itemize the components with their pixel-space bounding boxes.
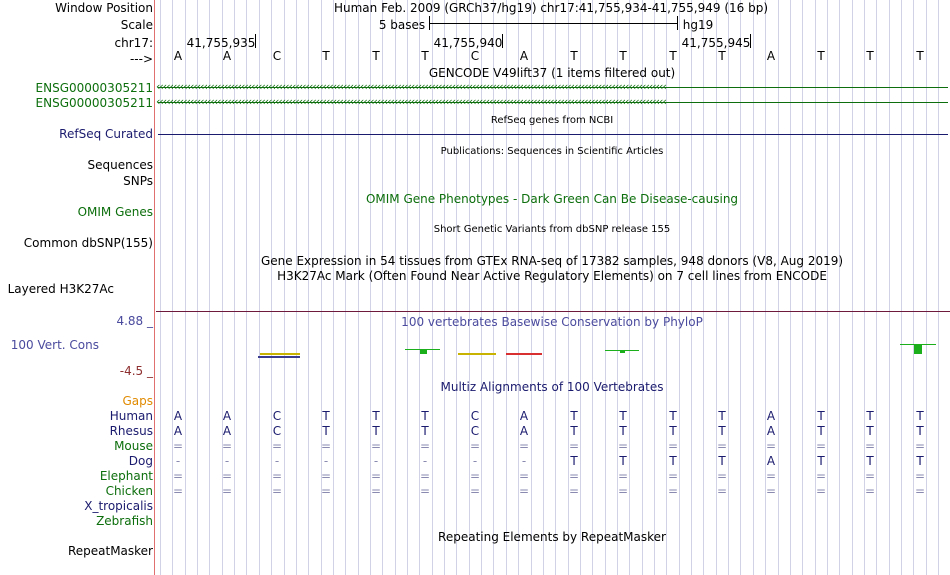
alignment-base-elephant: = [617,469,629,483]
alignment-base-dog: - [422,454,428,468]
alignment-base-rhesus: T [817,424,825,438]
alignment-base-mouse: = [370,439,382,453]
alignment-base-mouse: = [568,439,580,453]
alignment-base-mouse: = [518,439,530,453]
alignment-base-dog: - [323,454,329,468]
alignment-base-elephant: = [370,469,382,483]
species-rhesus-label: Rhesus [109,424,153,438]
scale-label: Scale [120,18,153,32]
alignment-base-elephant: = [419,469,431,483]
alignment-base-human: A [766,409,776,423]
base-letter: T [718,49,726,63]
alignment-base-human: C [470,409,480,423]
base-letter: A [519,49,529,63]
alignment-base-rhesus: T [372,424,380,438]
alignment-base-chicken: = [864,484,876,498]
alignment-base-dog: T [619,454,627,468]
cons-track-label[interactable]: 100 Vert. Cons [10,338,99,352]
repeatmasker-track-label[interactable]: RepeatMasker [67,544,153,558]
alignment-base-dog: - [224,454,230,468]
alignment-base-rhesus: T [619,424,627,438]
h3k27ac-signal-line[interactable] [156,311,950,312]
alignment-base-dog: - [472,454,478,468]
base-letter: T [570,49,578,63]
species-elephant-label: Elephant [99,469,153,483]
snps-track-label[interactable]: SNPs [123,174,153,188]
alignment-base-human: A [173,409,183,423]
base-letter: T [372,49,380,63]
alignment-base-elephant: = [914,469,926,483]
coordinate-tick-2 [502,34,503,48]
alignment-base-chicken: = [568,484,580,498]
species-dog-label: Dog [128,454,153,468]
window-position-label: Window Position [55,1,153,15]
coordinate-1: 41,755,935 [186,36,256,50]
base-letter: T [866,49,874,63]
alignment-base-chicken: = [617,484,629,498]
alignment-base-human: T [916,409,924,423]
base-letter: T [421,49,429,63]
alignment-base-rhesus: T [322,424,330,438]
base-letter: A [766,49,776,63]
species-xtropicalis-label: X_tropicalis [84,499,153,513]
alignment-base-rhesus: T [916,424,924,438]
phylop-track-title: 100 vertebrates Basewise Conservation by PhyloP [401,315,703,329]
cons-bar-5-peak [620,350,625,353]
alignment-base-chicken: = [469,484,481,498]
alignment-base-chicken: = [815,484,827,498]
alignment-base-rhesus: T [866,424,874,438]
coordinate-2: 41,755,940 [433,36,503,50]
alignment-base-mouse: = [271,439,283,453]
cons-bar-1-yellow [260,353,300,355]
alignment-base-elephant: = [864,469,876,483]
cons-bar-2-peak [420,350,427,354]
gencode-track-title: GENCODE V49lift37 (1 items filtered out) [428,66,676,80]
cons-min-label: -4.5 _ [119,364,153,378]
alignment-base-dog: T [669,454,677,468]
label-divider [154,0,155,575]
multiz-track-title: Multiz Alignments of 100 Vertebrates [440,380,664,394]
alignment-base-mouse: = [716,439,728,453]
alignment-base-human: T [570,409,578,423]
alignment-base-elephant: = [469,469,481,483]
alignment-base-chicken: = [765,484,777,498]
window-position-title: Human Feb. 2009 (GRCh37/hg19) chr17:41,755,934-41,755,949 (16 bp) [333,1,769,15]
alignment-base-rhesus: T [718,424,726,438]
alignment-base-chicken: = [172,484,184,498]
publications-track-title: Publications: Sequences in Scientific Articles [440,146,664,157]
h3k27ac-track-title: H3K27Ac Mark (Often Found Near Active Regulatory Elements) on 7 cell lines from ENCODE [277,269,827,283]
alignment-base-human: T [718,409,726,423]
coordinate-tick-1 [255,34,256,48]
coordinate-3: 41,755,945 [681,36,751,50]
alignment-base-dog: - [175,454,181,468]
alignment-base-chicken: = [667,484,679,498]
alignment-base-rhesus: A [173,424,183,438]
base-letter: T [669,49,677,63]
base-letter: C [272,49,282,63]
alignment-base-mouse: = [172,439,184,453]
alignment-base-elephant: = [271,469,283,483]
base-letter: A [173,49,183,63]
alignment-base-chicken: = [518,484,530,498]
sequences-track-label[interactable]: Sequences [87,158,153,172]
alignment-base-rhesus: T [421,424,429,438]
refseq-gene-line[interactable] [158,134,948,135]
gencode-transcript-2-arrows: ‹‹‹‹‹‹‹‹‹‹‹‹‹‹‹‹‹‹‹‹‹‹‹‹‹‹‹‹‹‹‹‹‹‹‹‹‹‹‹‹‹‹‹‹‹‹‹‹‹‹‹‹‹‹‹‹‹‹‹‹‹‹‹‹‹‹‹‹‹‹‹‹‹‹‹‹‹‹‹‹‹‹‹‹‹‹‹‹‹‹‹‹‹‹‹‹‹‹‹‹‹‹‹‹‹‹‹‹‹‹‹‹‹‹‹‹‹‹‹‹‹‹‹‹‹‹‹‹‹‹‹‹‹‹‹‹‹‹‹‹‹‹‹‹‹‹‹‹‹‹ [156,97,666,107]
alignment-base-mouse: = [617,439,629,453]
strand-label: ---> [129,52,153,66]
alignment-base-human: A [222,409,232,423]
dbsnp-track-label[interactable]: Common dbSNP(155) [23,236,153,250]
refseq-track-title: RefSeq genes from NCBI [490,115,614,126]
alignment-base-mouse: = [667,439,679,453]
alignment-base-rhesus: A [519,424,529,438]
alignment-base-elephant: = [667,469,679,483]
alignment-base-rhesus: T [570,424,578,438]
chromosome-label: chr17: [114,36,153,50]
species-chicken-label: Chicken [105,484,153,498]
alignment-base-human: T [669,409,677,423]
alignment-base-rhesus: C [272,424,282,438]
scale-bar-right-tick [677,16,678,30]
gaps-label: Gaps [122,394,153,408]
species-human-label: Human [109,409,153,423]
alignment-base-dog: - [274,454,280,468]
alignment-base-dog: - [521,454,527,468]
species-mouse-label: Mouse [114,439,153,453]
alignment-base-mouse: = [469,439,481,453]
alignment-base-mouse: = [419,439,431,453]
alignment-base-chicken: = [716,484,728,498]
alignment-base-human: A [519,409,529,423]
alignment-base-dog: - [373,454,379,468]
scale-bar [430,23,677,24]
base-letter: C [470,49,480,63]
alignment-base-rhesus: A [766,424,776,438]
alignment-base-human: T [322,409,330,423]
alignment-base-human: T [372,409,380,423]
alignment-base-chicken: = [370,484,382,498]
refseq-track-label[interactable]: RefSeq Curated [59,127,153,141]
alignment-base-elephant: = [320,469,332,483]
omim-track-title: OMIM Gene Phenotypes - Dark Green Can Be Disease-causing [365,192,739,206]
alignment-base-rhesus: T [669,424,677,438]
coordinate-tick-3 [750,34,751,48]
alignment-base-human: T [817,409,825,423]
gtex-track-title: Gene Expression in 54 tissues from GTEx RNA-seq of 17382 samples, 948 donors (V8, Aug 2019) [260,254,844,268]
species-zebrafish-label: Zebrafish [96,514,153,528]
base-letter: T [619,49,627,63]
alignment-base-mouse: = [864,439,876,453]
alignment-base-elephant: = [765,469,777,483]
alignment-base-mouse: = [914,439,926,453]
repeatmasker-track-title: Repeating Elements by RepeatMasker [438,530,666,544]
alignment-base-chicken: = [320,484,332,498]
base-letter: A [222,49,232,63]
alignment-base-elephant: = [518,469,530,483]
alignment-base-elephant: = [815,469,827,483]
alignment-base-elephant: = [221,469,233,483]
h3k27ac-track-label[interactable]: Layered H3K27Ac [7,282,114,296]
alignment-base-dog: T [916,454,924,468]
cons-bar-6-peak [914,344,922,354]
alignment-base-rhesus: C [470,424,480,438]
base-letter: T [916,49,924,63]
alignment-base-human: T [421,409,429,423]
ensg-label-2[interactable]: ENSG00000305211 [35,96,153,110]
alignment-base-dog: A [766,454,776,468]
base-letter: T [322,49,330,63]
alignment-base-chicken: = [914,484,926,498]
alignment-base-dog: T [817,454,825,468]
gencode-transcript-1-arrows: ‹‹‹‹‹‹‹‹‹‹‹‹‹‹‹‹‹‹‹‹‹‹‹‹‹‹‹‹‹‹‹‹‹‹‹‹‹‹‹‹‹‹‹‹‹‹‹‹‹‹‹‹‹‹‹‹‹‹‹‹‹‹‹‹‹‹‹‹‹‹‹‹‹‹‹‹‹‹‹‹‹‹‹‹‹‹‹‹‹‹‹‹‹‹‹‹‹‹‹‹‹‹‹‹‹‹‹‹‹‹‹‹‹‹‹‹‹‹‹‹‹‹‹‹‹‹‹‹‹‹‹‹‹‹‹‹‹‹‹‹‹‹‹‹‹‹‹‹‹‹ [156,82,666,92]
alignment-base-dog: T [718,454,726,468]
alignment-base-human: T [619,409,627,423]
base-letter: T [817,49,825,63]
ensg-label-1[interactable]: ENSG00000305211 [35,81,153,95]
cons-bar-1-blue [258,356,300,358]
alignment-base-elephant: = [172,469,184,483]
alignment-base-elephant: = [568,469,580,483]
cons-bar-3 [458,353,496,355]
omim-track-label[interactable]: OMIM Genes [77,205,153,219]
alignment-base-mouse: = [320,439,332,453]
alignment-base-chicken: = [419,484,431,498]
alignment-base-human: T [866,409,874,423]
alignment-base-rhesus: A [222,424,232,438]
alignment-base-chicken: = [271,484,283,498]
alignment-base-mouse: = [765,439,777,453]
alignment-base-dog: T [866,454,874,468]
assembly-label: hg19 [682,18,714,32]
alignment-base-dog: T [570,454,578,468]
dbsnp-track-title: Short Genetic Variants from dbSNP release 155 [433,224,671,235]
alignment-base-chicken: = [221,484,233,498]
cons-max-label: 4.88 _ [116,314,153,328]
scale-text: 5 bases [378,18,426,32]
cons-bar-4 [506,353,542,355]
alignment-base-human: C [272,409,282,423]
alignment-base-elephant: = [716,469,728,483]
alignment-base-mouse: = [815,439,827,453]
alignment-base-mouse: = [221,439,233,453]
